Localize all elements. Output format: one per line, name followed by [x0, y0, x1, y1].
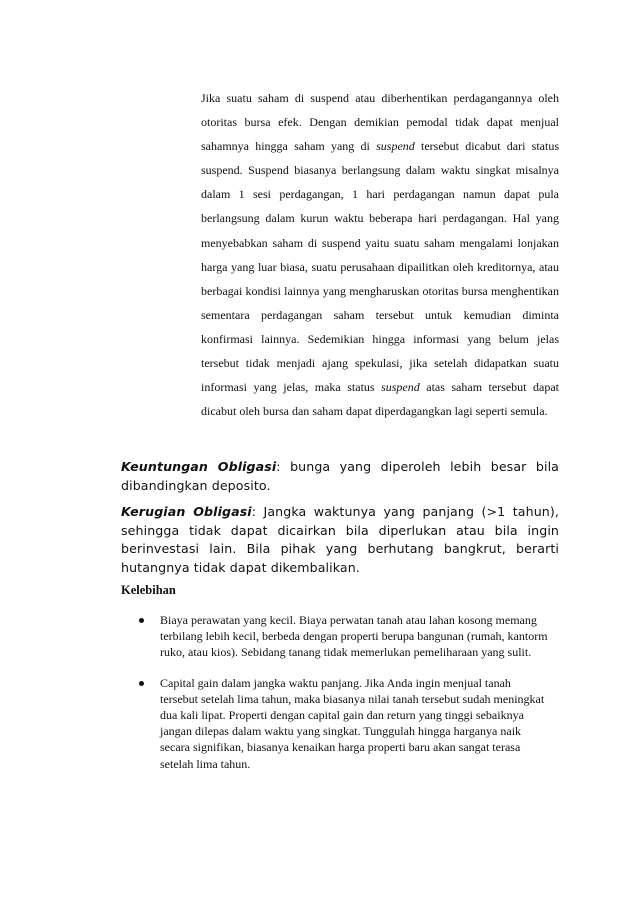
- list-item-text: Biaya perawatan yang kecil. Biaya perwatan tanah atau lahan kosong memang terbilang lebih kecil, berbeda dengan properti berupa bangunan (rumah, kantorm ruko, atau kios). Sebidang tanang tidak memerlukan pemeliharaan yang sulit.: [160, 613, 548, 660]
- list-item: [136, 675, 548, 772]
- suspend-term-italic-1: suspend: [376, 139, 415, 154]
- kerugian-obligasi-paragraph: [121, 503, 559, 577]
- kerugian-obligasi-term: Kerugian Obligasi: [121, 504, 252, 519]
- suspend-text-middle: tersebut dicabut dari status suspend. Suspend biasanya berlangsung dalam waktu singkat misalnya dalam 1 sesi perdagangan, 1 hari perdagangan namun dapat pula berlangsung dalam kurun waktu beberapa hari perdagangan. Hal yang menyebabkan saham di suspend yaitu suatu saham mengalami lonjakan harga yang luar biasa, suatu perusahaan dipailitkan oleh kreditornya, atau berbagai kondisi lainnya yang mengharuskan otoritas bursa menghentikan sementara perdagangan saham tersebut untuk kemudian diminta konfirmasi lainnya. Sedemikian hingga informasi yang belum jelas tersebut tidak menjadi ajang spekulasi, jika setelah didapatkan suatu informasi yang jelas, maka status: [201, 139, 559, 395]
- kelebihan-heading: Kelebihan: [121, 583, 176, 597]
- list-item-text: Capital gain dalam jangka waktu panjang. Jika Anda ingin menjual tanah tersebut setelah lima tahun, maka biasanya nilai tanah tersebut sudah meningkat dua kali lipat. Properti dengan capital gain dan return yang tinggi sebaiknya jangan dilepas dalam waktu yang singkat. Tunggulah hingga harganya naik secara signifikan, biasanya kenaikan harga properti baru akan sangat terasa setelah lima tahun.: [160, 675, 545, 771]
- bullet-icon: [139, 618, 144, 623]
- bullet-icon: [139, 681, 144, 686]
- keuntungan-obligasi-paragraph: [121, 458, 559, 495]
- list-item: [136, 612, 548, 661]
- kerugian-obligasi-text: : Jangka waktunya yang panjang (>1 tahun), sehingga tidak dapat dicairkan bila diperlukan atau bila ingin berinvestasi lain. Bila pihak yang berhutang bangkrut, berarti hutangnya tidak dapat dikembalikan.: [121, 504, 559, 575]
- keuntungan-obligasi-term: Keuntungan Obligasi: [121, 459, 277, 474]
- suspend-paragraph: [201, 86, 559, 423]
- kelebihan-list: [136, 612, 548, 772]
- suspend-text-before: Jika suatu saham di suspend atau diberhentikan perdagangannya oleh otoritas bursa efek. Dengan demikian pemodal tidak dapat menjual sahamnya hingga saham yang di: [201, 91, 559, 154]
- suspend-text-after: atas saham tersebut dapat dicabut oleh bursa dan saham dapat diperdagangkan lagi seperti semula.: [201, 380, 559, 419]
- keuntungan-obligasi-text: : bunga yang diperoleh lebih besar bila dibandingkan deposito.: [121, 459, 559, 493]
- suspend-term-italic-2: suspend: [381, 380, 420, 395]
- suspend-paragraph-text: [201, 86, 559, 423]
